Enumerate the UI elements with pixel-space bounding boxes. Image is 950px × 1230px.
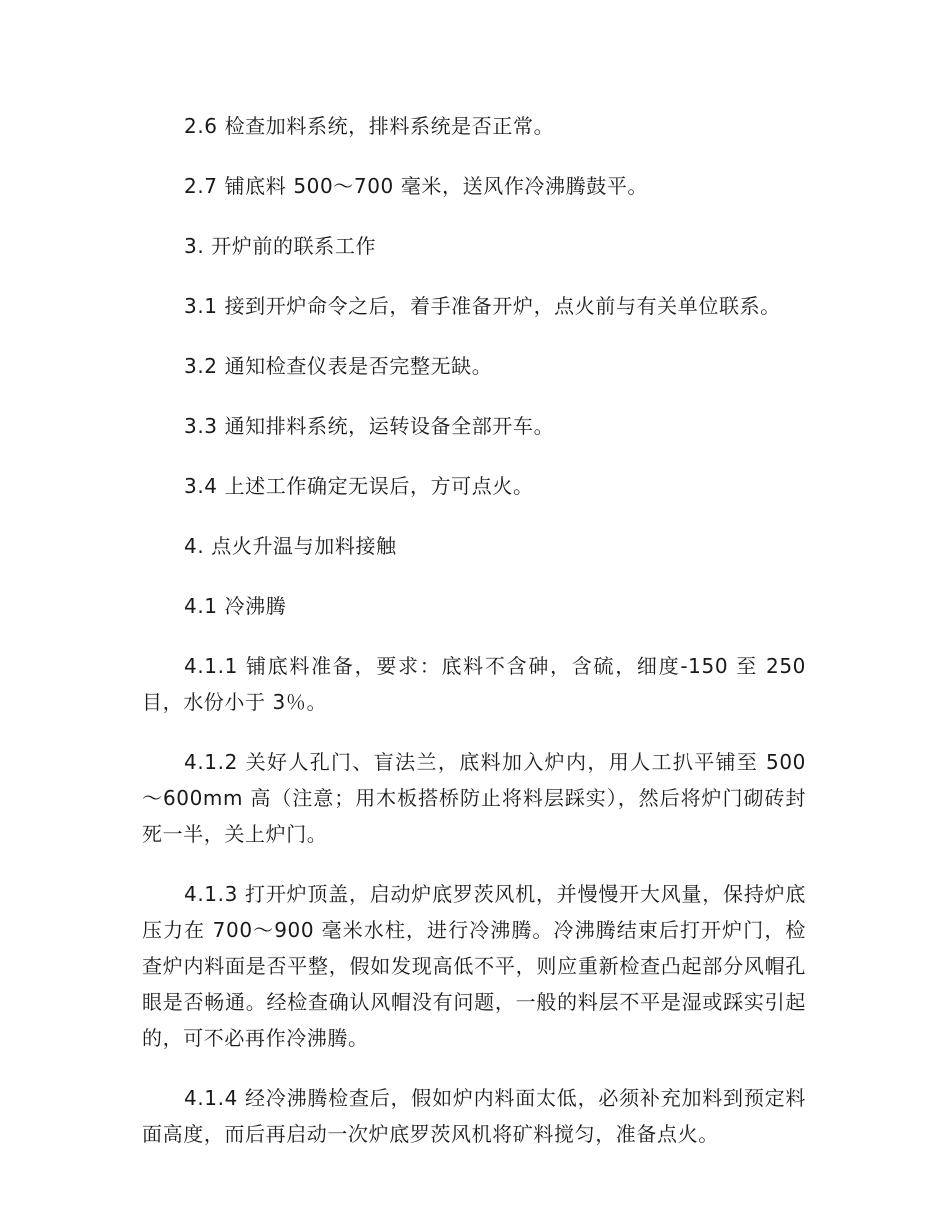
document-body	[142, 108, 806, 1176]
paragraph-4-1-3: 4.1.3 打开炉顶盖，启动炉底罗茨风机，并慢慢开大风量，保持炉底压力在 700～900 毫米水柱，进行冷沸腾。冷沸腾结束后打开炉门，检查炉内料面是否平整，假如发现高低不平，则应重新检查凸起部分风帽孔眼是否畅通。经检查确认风帽没有问题，一般的料层不平是湿或踩实引起的，可不必再作冷沸腾。	[142, 882, 806, 1050]
paragraph-2-6: 2.6 检查加料系统，排料系统是否正常。	[184, 114, 555, 138]
paragraph-2-7: 2.7 铺底料 500～700 毫米，送风作冷沸腾鼓平。	[184, 174, 649, 198]
paragraph-3-4: 3.4 上述工作确定无误后，方可点火。	[184, 474, 534, 498]
paragraph-4-1-2: 4.1.2 关好人孔门、盲法兰，底料加入炉内，用人工扒平铺至 500～600mm 高（注意；用木板搭桥防止将料层踩实），然后将炉门砌砖封死一半，关上炉门。	[142, 750, 806, 846]
paragraph-3-1: 3.1 接到开炉命令之后，着手准备开炉，点火前与有关单位联系。	[184, 294, 781, 318]
paragraph-3-3: 3.3 通知排料系统，运转设备全部开车。	[184, 414, 555, 438]
section-heading-4: 4. 点火升温与加料接触	[184, 534, 397, 558]
subsection-heading-4-1: 4.1 冷沸腾	[184, 594, 287, 618]
paragraph-4-1-1: 4.1.1 铺底料准备，要求：底料不含砷，含硫，细度-150 至 250 目，水份小于 3％。	[142, 654, 806, 714]
paragraph-4-1-4: 4.1.4 经冷沸腾检查后，假如炉内料面太低，必须补充加料到预定料面高度，而后再启动一次炉底罗茨风机将矿料搅匀，准备点火。	[142, 1086, 806, 1146]
paragraph-3-2: 3.2 通知检查仪表是否完整无缺。	[184, 354, 493, 378]
section-heading-3: 3. 开炉前的联系工作	[184, 234, 377, 258]
